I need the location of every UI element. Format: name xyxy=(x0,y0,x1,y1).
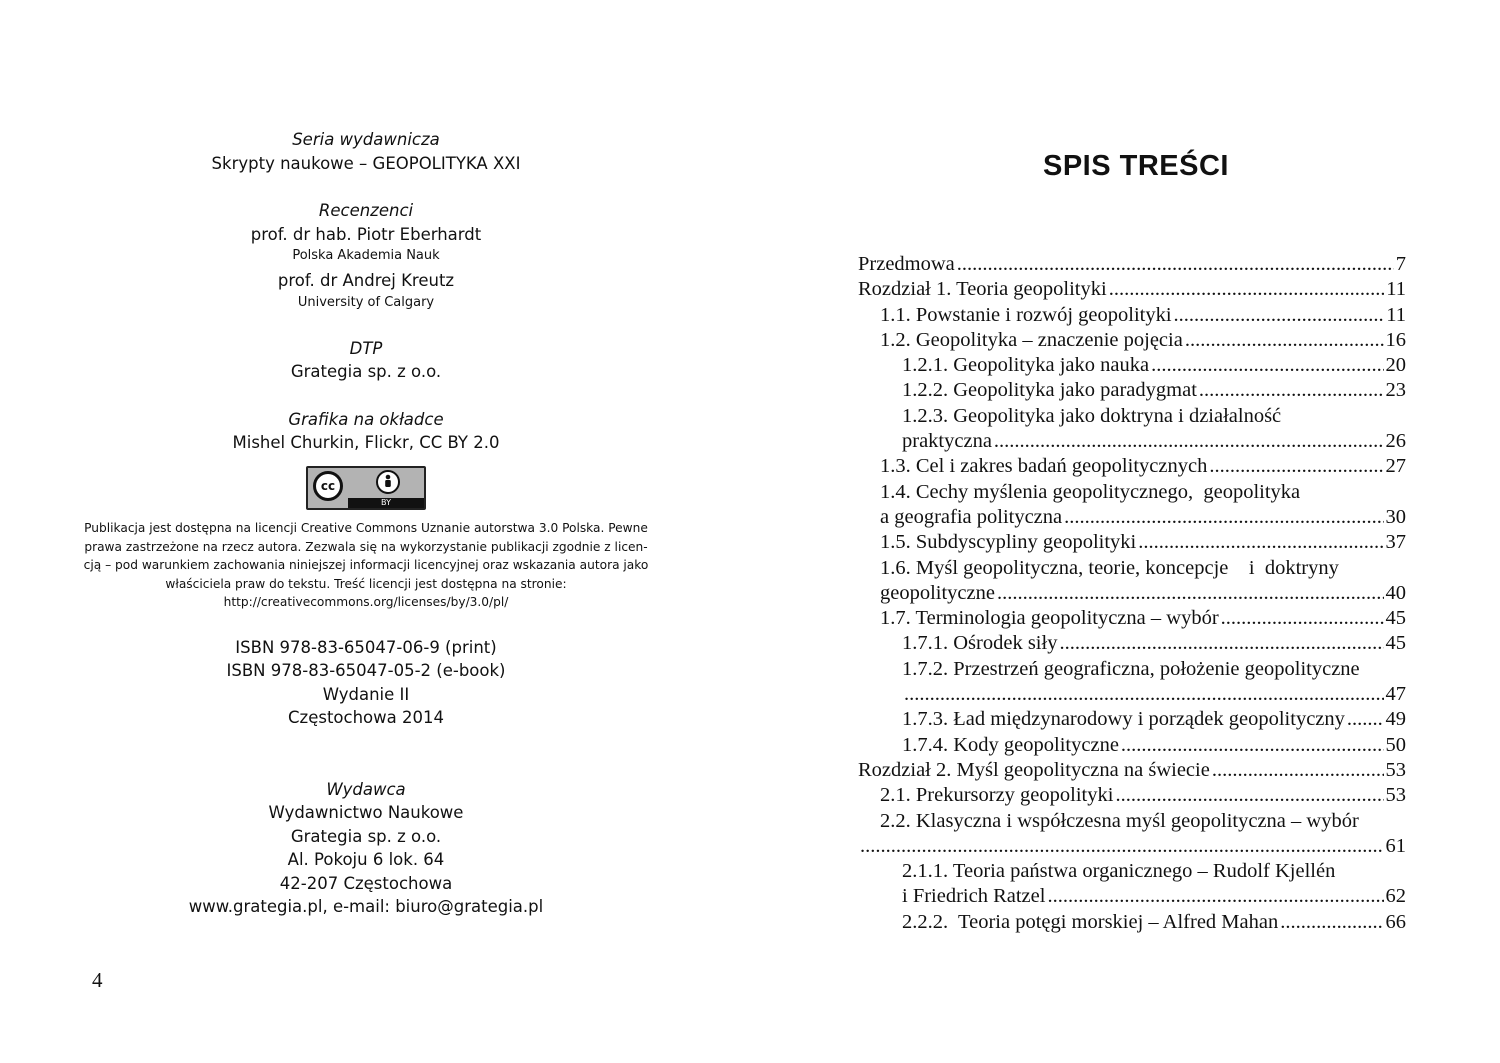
toc-entry-title: 1.7.4. Kody geopolityczne xyxy=(902,733,1119,756)
toc-entry-page: 26 xyxy=(1385,430,1406,453)
toc-leader-dots xyxy=(1280,910,1383,935)
reviewer-1-name: prof. dr hab. Piotr Eberhardt xyxy=(250,224,482,244)
toc-entry-title-cont: praktyczna xyxy=(902,430,992,453)
toc-entry xyxy=(858,783,1406,808)
series-label: Seria wydawnicza xyxy=(292,130,440,149)
toc-entry xyxy=(858,252,1406,277)
toc-leader-dots xyxy=(1064,505,1383,530)
toc-entry-title: 1.7.1. Ośrodek siły xyxy=(902,632,1058,655)
toc-entry-page: 50 xyxy=(1385,733,1406,756)
page-number: 4 xyxy=(92,968,103,992)
toc-entry-title-cont: geopolityczne xyxy=(880,581,995,604)
toc-entry xyxy=(858,530,1406,555)
reviewer-2-affiliation: University of Calgary xyxy=(297,294,435,310)
toc-leader-dots xyxy=(1212,758,1384,783)
reviewers-label: Recenzenci xyxy=(318,201,414,220)
toc-entry-title: Rozdział 1. Teoria geopolityki xyxy=(858,278,1107,301)
toc-leader-dots xyxy=(1121,733,1384,758)
toc-leader-dots xyxy=(1174,303,1385,328)
toc-entry-title-cont: a geografia polityczna xyxy=(880,505,1063,528)
toc-entry-title-cont: i Friedrich Ratzel xyxy=(902,885,1046,908)
imprint-page xyxy=(60,128,672,919)
toc-entry xyxy=(858,303,1406,328)
toc-entry-page: 49 xyxy=(1385,708,1406,731)
toc-entry-page: 11 xyxy=(1386,303,1406,326)
cc-icon: cc xyxy=(313,471,343,501)
toc-entry-title: 1.2.2. Geopolityka jako paradygmat xyxy=(902,379,1197,402)
publisher-name: Wydawnictwo Naukowe xyxy=(268,803,464,822)
license-line: cją – pod warunkiem zachowania niniejszej informacji licencyjnej oraz wskazania autora jako xyxy=(83,558,649,572)
toc-entry-first-line xyxy=(858,859,1406,884)
toc-entry-title: 1.7. Terminologia geopolityczna – wybór xyxy=(880,607,1219,630)
toc-entry xyxy=(858,378,1406,403)
toc-entry-title: 1.2.3. Geopolityka jako doktryna i działalność xyxy=(902,404,1282,427)
toc-entry xyxy=(858,758,1406,783)
toc-title: SPIS TREŚCI xyxy=(1043,150,1229,182)
toc-entry-title: Przedmowa xyxy=(858,253,955,275)
toc-leader-dots xyxy=(860,834,1384,859)
toc-entry-first-line xyxy=(858,657,1406,682)
isbn-print: ISBN 978-83-65047-06-9 (print) xyxy=(235,637,497,657)
toc-entry-first-line xyxy=(858,480,1406,505)
toc-leader-dots xyxy=(1199,378,1384,403)
toc-entry-continuation xyxy=(858,884,1406,909)
toc-entry-title: 1.2. Geopolityka – znaczenie pojęcia xyxy=(880,328,1183,351)
publisher-company: Grategia sp. z o.o. xyxy=(290,826,442,846)
edition: Wydanie II xyxy=(322,684,410,704)
toc-entry-title: Rozdział 2. Myśl geopolityczna na świecie xyxy=(858,758,1210,781)
toc-leader-dots xyxy=(1047,884,1383,909)
cover-label: Grafika na okładce xyxy=(288,409,444,429)
publisher-contact: www.grategia.pl, e-mail: biuro@grategia.pl xyxy=(188,897,544,916)
dtp-label: DTP xyxy=(349,338,383,358)
toc-entry-page: 53 xyxy=(1385,784,1406,807)
toc-entry xyxy=(858,328,1406,353)
toc-entry-continuation xyxy=(858,429,1406,454)
toc-leader-dots xyxy=(1209,454,1383,479)
publisher-city: 42-207 Częstochowa xyxy=(279,873,453,893)
toc-entry xyxy=(858,733,1406,758)
toc-entry-page: 27 xyxy=(1385,455,1406,478)
series-name: Skrypty naukowe – GEOPOLITYKA XXI xyxy=(211,153,521,173)
toc-leader-dots xyxy=(1109,277,1385,302)
toc-entry-title: 2.1. Prekursorzy geopolityki xyxy=(880,784,1114,807)
by-strip: BY xyxy=(348,498,424,508)
license-line: właściciela praw do tekstu. Treść licencji jest dostępna na stronie: xyxy=(165,576,567,591)
toc-entry-title: 1.2.1. Geopolityka jako nauka xyxy=(902,354,1150,377)
toc-entry-page: 7 xyxy=(1395,253,1406,275)
toc-entry-title: 1.5. Subdyscypliny geopolityki xyxy=(880,531,1137,554)
toc-leader-dots xyxy=(997,581,1384,606)
toc-entry-title: 1.6. Myśl geopolityczna, teorie, koncepcje i doktryny xyxy=(880,556,1339,579)
toc-entry-page: 66 xyxy=(1385,910,1406,933)
toc-entry-page: 61 xyxy=(1385,834,1406,857)
toc-entry xyxy=(858,454,1406,479)
toc-entry xyxy=(858,353,1406,378)
license-text xyxy=(60,519,672,612)
toc-entry-title: 1.7.3. Ład międzynarodowy i porządek geopolityczny xyxy=(902,708,1345,731)
table-of-contents xyxy=(858,252,1406,935)
reviewer-1-affiliation: Polska Akademia Nauk xyxy=(292,248,440,263)
cc-by-license-badge xyxy=(306,466,426,510)
toc-entry-page: 45 xyxy=(1385,632,1406,655)
toc-leader-dots xyxy=(904,682,1384,707)
license-url: http://creativecommons.org/licenses/by/3.0/pl/ xyxy=(223,595,509,609)
toc-entry-first-line xyxy=(858,404,1406,429)
toc-entry-title: 1.4. Cechy myślenia geopolitycznego, geopolityka xyxy=(880,480,1301,503)
toc-entry-continuation xyxy=(858,581,1406,606)
toc-leader-dots xyxy=(1221,606,1384,631)
toc-entry xyxy=(858,606,1406,631)
toc-entry-continuation xyxy=(858,505,1406,530)
toc-entry-page: 23 xyxy=(1385,379,1406,402)
toc-entry-page: 37 xyxy=(1385,531,1406,554)
toc-entry-page: 62 xyxy=(1385,885,1406,908)
toc-leader-dots xyxy=(1115,783,1383,808)
toc-leader-dots xyxy=(1151,353,1383,378)
toc-entry-title: 2.1.1. Teoria państwa organicznego – Rudolf Kjellén xyxy=(902,860,1336,883)
toc-entry-first-line xyxy=(858,556,1406,581)
toc-entry-page: 11 xyxy=(1386,278,1406,301)
toc-entry-continuation xyxy=(858,834,1406,859)
toc-entry xyxy=(858,277,1406,302)
toc-entry-page: 16 xyxy=(1385,328,1406,351)
isbn-ebook: ISBN 978-83-65047-05-2 (e-book) xyxy=(226,661,506,680)
toc-entry xyxy=(858,631,1406,656)
toc-leader-dots xyxy=(994,429,1384,454)
license-line: Publikacja jest dostępna na licencji Creative Commons Uznanie autorstwa 3.0 Polska. Pewne xyxy=(84,521,648,535)
toc-entry-title: 1.7.2. Przestrzeń geograficzna, położenie geopolityczne xyxy=(902,657,1360,680)
toc-entry-title: 2.2. Klasyczna i współczesna myśl geopolityczna – wybór xyxy=(880,809,1359,832)
cover-value: Mishel Churkin, Flickr, CC BY 2.0 xyxy=(232,433,500,452)
toc-entry-page: 20 xyxy=(1385,354,1406,377)
toc-entry-first-line xyxy=(858,809,1406,834)
reviewer-2-name: prof. dr Andrej Kreutz xyxy=(277,271,455,290)
dtp-value: Grategia sp. z o.o. xyxy=(290,362,442,381)
person-icon xyxy=(376,470,400,494)
toc-leader-dots xyxy=(1185,328,1384,353)
toc-entry-page: 53 xyxy=(1385,758,1406,781)
toc-entry-title: 1.3. Cel i zakres badań geopolitycznych xyxy=(880,455,1208,478)
toc-entry-page: 30 xyxy=(1385,505,1406,528)
toc-leader-dots xyxy=(1059,631,1383,656)
toc-entry-page: 47 xyxy=(1385,683,1406,706)
toc-entry-title: 2.2.2. Teoria potęgi morskiej – Alfred Mahan xyxy=(902,910,1279,933)
toc-entry xyxy=(858,707,1406,732)
toc-leader-dots xyxy=(957,252,1394,277)
toc-leader-dots xyxy=(1347,707,1384,732)
toc-entry-page: 40 xyxy=(1385,581,1406,604)
toc-leader-dots xyxy=(1138,530,1383,555)
place-year: Częstochowa 2014 xyxy=(288,708,444,727)
toc-entry-page: 45 xyxy=(1385,607,1406,630)
publisher-street: Al. Pokoju 6 lok. 64 xyxy=(287,850,445,869)
toc-entry xyxy=(858,910,1406,935)
toc-entry-continuation xyxy=(858,682,1406,707)
toc-entry-title: 1.1. Powstanie i rozwój geopolityki xyxy=(880,303,1172,326)
publisher-label: Wydawca xyxy=(326,779,406,799)
license-line: prawa zastrzeżone na rzecz autora. Zezwala się na wykorzystanie publikacji zgodnie z licen- xyxy=(84,539,648,554)
